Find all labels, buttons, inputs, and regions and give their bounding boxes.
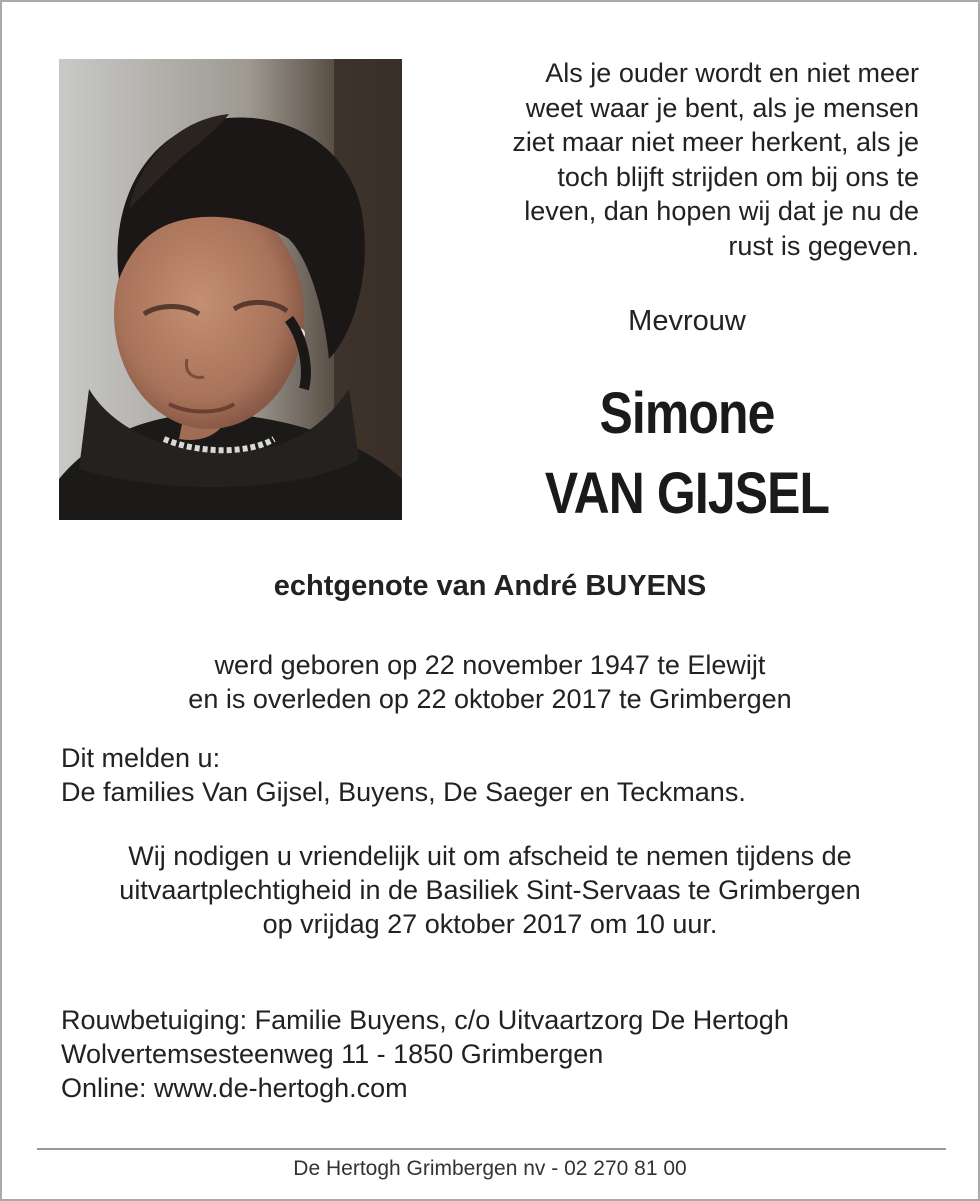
spouse-line: echtgenote van André BUYENS (273, 570, 707, 602)
death-line: en is overleden op 22 oktober 2017 te Grimbergen (188, 684, 792, 714)
poem-line: toch blijft strijden om bij ons te (557, 161, 919, 192)
honorific-title: Mevrouw (628, 305, 746, 337)
invitation-line: op vrijdag 27 oktober 2017 om 10 uur. (262, 909, 718, 939)
poem-line: weet waar je bent, als je mensen (525, 92, 919, 123)
life-dates (2, 648, 978, 716)
footer-divider (37, 1148, 946, 1150)
invitation-line: uitvaartplechtigheid in de Basiliek Sint-Servaas te Grimbergen (119, 875, 861, 905)
poem-line: Als je ouder wordt en niet meer (545, 58, 919, 88)
announcers-families: De families Van Gijsel, Buyens, De Saeger en Teckmans. (61, 777, 746, 807)
portrait-photo (59, 59, 402, 520)
first-name: Simone (599, 381, 775, 446)
condolence-street: Wolvertemsesteenweg 11 - 1850 Grimbergen (61, 1039, 604, 1069)
poem-line: leven, dan hopen wij dat je nu de (524, 196, 919, 226)
poem-line: ziet maar niet meer herkent, als je (512, 127, 919, 157)
poem (432, 56, 919, 263)
poem-line: rust is gegeven. (728, 230, 919, 261)
announcers-intro: Dit melden u: (61, 743, 221, 773)
footer-text: De Hertogh Grimbergen nv - 02 270 81 00 (293, 1157, 687, 1180)
condolence-address: Rouwbetuiging: Familie Buyens, c/o Uitvaartzorg De Hertogh (61, 1005, 789, 1035)
condolences (61, 1003, 961, 1105)
condolence-online: Online: www.de-hertogh.com (61, 1073, 408, 1103)
last-name: VAN GIJSEL (544, 461, 830, 526)
announcers (61, 741, 961, 809)
birth-line: werd geboren op 22 november 1947 te Elewijt (214, 650, 766, 680)
invitation (2, 839, 978, 941)
invitation-line: Wij nodigen u vriendelijk uit om afscheid te nemen tijdens de (128, 841, 852, 871)
